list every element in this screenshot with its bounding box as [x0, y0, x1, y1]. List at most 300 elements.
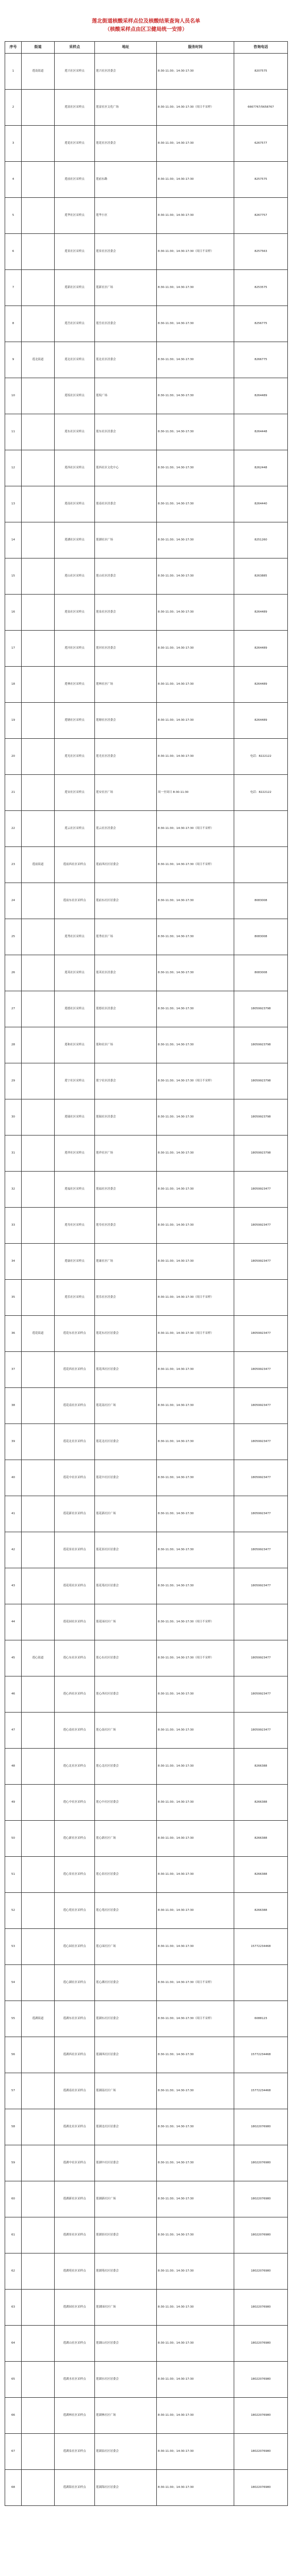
cell-street — [22, 775, 55, 811]
cell-no: 19 — [5, 703, 22, 739]
cell-hours: 8:30-11:30；14:30-17:30 — [157, 2109, 234, 2145]
cell-no: 38 — [5, 1388, 22, 1424]
cell-hours: 8:30-11:30；14:30-17:30 — [157, 919, 234, 955]
cell-no: 65 — [5, 2362, 22, 2398]
cell-phone: 8266388 — [234, 1821, 288, 1857]
cell-hours: 8:30-11:30；14:30-17:30 — [157, 2217, 234, 2253]
cell-hours: 8:30-11:30；14:30-17:30 — [157, 522, 234, 558]
cell-no: 61 — [5, 2217, 22, 2253]
cell-site: 莲东社区采样点 — [55, 414, 95, 450]
cell-address: 莲祥社区广场 — [95, 1136, 157, 1172]
cell-hours: 8:30-11:30；14:30-17:30 — [157, 1568, 234, 1604]
cell-address: 莲富社区文化广场 — [95, 90, 157, 126]
cell-phone: 8264489 — [234, 631, 288, 667]
cell-hours: 8:30-11:30；14:30-17:30（周日不采样） — [157, 1604, 234, 1640]
cell-site: 莲宁社区采样点 — [55, 1063, 95, 1099]
cell-street: 莲心街道 — [22, 1640, 55, 1676]
table-row — [5, 162, 288, 198]
cell-address: 莲心东社区居委会 — [95, 1640, 157, 1676]
cell-site: 莲祥社区采样点 — [55, 1136, 95, 1172]
table-row — [5, 342, 288, 378]
cell-street — [22, 1099, 55, 1136]
cell-address: 莲心新社区广场 — [95, 1821, 157, 1857]
cell-hours: 8:30-11:30；14:30-17:30 — [157, 955, 234, 991]
table-row — [5, 631, 288, 667]
cell-no: 28 — [5, 1027, 22, 1063]
cell-site: 莲光社区采样点 — [55, 739, 95, 775]
cell-address: 莲花社区居委会 — [95, 126, 157, 162]
cell-phone — [234, 1604, 288, 1640]
cell-site: 莲林社区采样点 — [55, 667, 95, 703]
cell-street — [22, 631, 55, 667]
cell-phone: 8266388 — [234, 1785, 288, 1821]
cell-hours: 8:30-11:30；14:30-17:30 — [157, 486, 234, 522]
cell-phone: 8266388 — [234, 1749, 288, 1785]
cell-no: 47 — [5, 1713, 22, 1749]
cell-street — [22, 306, 55, 342]
cell-site: 莲乐社区采样点 — [55, 1280, 95, 1316]
cell-no: 48 — [5, 1749, 22, 1785]
table-row — [5, 1749, 288, 1785]
cell-hours: 8:30-11:30；14:30-17:30 — [157, 2434, 234, 2470]
cell-hours: 周一至周日 8:30-11:30 — [157, 775, 234, 811]
cell-street — [22, 2145, 55, 2181]
cell-street — [22, 1604, 55, 1640]
cell-phone: 15772234468 — [234, 2073, 288, 2109]
cell-hours: 8:30-11:30；14:30-17:30 — [157, 1136, 234, 1172]
cell-address: 莲宁社区居委会 — [95, 1063, 157, 1099]
column-header-site: 采样点 — [55, 42, 95, 54]
table-row — [5, 558, 288, 595]
table-row — [5, 1893, 288, 1929]
cell-phone: 6088123 — [234, 2001, 288, 2037]
table-row — [5, 703, 288, 739]
cell-no: 51 — [5, 1857, 22, 1893]
table-row — [5, 991, 288, 1027]
cell-street — [22, 1785, 55, 1821]
cell-site: 莲心北社区采样点 — [55, 1749, 95, 1785]
cell-phone — [234, 1280, 288, 1316]
cell-address: 莲湖南社区广场 — [95, 2073, 157, 2109]
cell-site: 莲花社区采样点 — [55, 126, 95, 162]
cell-street — [22, 486, 55, 522]
cell-phone: 8251260 — [234, 522, 288, 558]
table-row — [5, 1532, 288, 1568]
cell-no: 6 — [5, 234, 22, 270]
cell-address: 莲塘社区居委会 — [95, 703, 157, 739]
table-row — [5, 450, 288, 486]
cell-phone: 8264489 — [234, 378, 288, 414]
table-row — [5, 234, 288, 270]
cell-phone: 18059923477 — [234, 1172, 288, 1208]
cell-site: 莲心西社区采样点 — [55, 1676, 95, 1713]
cell-address: 莲湖苑社区居委会 — [95, 2253, 157, 2290]
cell-phone: 电话：8222122 — [234, 775, 288, 811]
cell-no: 46 — [5, 1676, 22, 1713]
cell-address: 莲心南社区广场 — [95, 1713, 157, 1749]
cell-phone: 18059923477 — [234, 1676, 288, 1713]
cell-no: 11 — [5, 414, 22, 450]
cell-no: 37 — [5, 1352, 22, 1388]
cell-site: 莲南社区采样点 — [55, 486, 95, 522]
cell-street: 莲北街道 — [22, 342, 55, 378]
cell-site: 莲心景社区采样点 — [55, 1857, 95, 1893]
cell-address: 莲东社区居委会 — [95, 414, 157, 450]
cell-phone: 18022076980 — [234, 2326, 288, 2362]
cell-street — [22, 126, 55, 162]
table-row — [5, 1640, 288, 1676]
cell-address: 莲林社区广场 — [95, 667, 157, 703]
cell-phone: 18059923477 — [234, 1316, 288, 1352]
cell-address: 莲乐社区居委会 — [95, 1280, 157, 1316]
cell-hours: 8:30-11:30；14:30-17:30 — [157, 2181, 234, 2217]
cell-phone: 8257563 — [234, 234, 288, 270]
cell-phone — [234, 847, 288, 883]
column-header-street: 街道 — [22, 42, 55, 54]
cell-hours: 8:30-11:30；14:30-17:30 — [157, 991, 234, 1027]
cell-street — [22, 1496, 55, 1532]
cell-site: 莲花景社区采样点 — [55, 1532, 95, 1568]
cell-hours: 8:30-11:30；14:30-17:30 — [157, 1027, 234, 1063]
cell-address: 莲光社区居委会 — [95, 739, 157, 775]
cell-phone: 18059923477 — [234, 1568, 288, 1604]
cell-phone: 18022076980 — [234, 2470, 288, 2506]
cell-address: 莲前东社区居委会 — [95, 883, 157, 919]
cell-street — [22, 2470, 55, 2506]
title-line-2: （核酸采样点由区卫健局统一安排） — [105, 27, 187, 32]
cell-address: 莲河社区居委会 — [95, 631, 157, 667]
cell-street — [22, 2109, 55, 2145]
column-header-hours: 服务时间 — [157, 42, 234, 54]
cell-site: 莲河社区采样点 — [55, 631, 95, 667]
cell-site: 莲福社区采样点 — [55, 1172, 95, 1208]
cell-no: 14 — [5, 522, 22, 558]
cell-street — [22, 883, 55, 919]
cell-site: 莲秀社区采样点 — [55, 919, 95, 955]
cell-street — [22, 1532, 55, 1568]
cell-address: 莲兴社区居委会 — [95, 54, 157, 90]
cell-no: 1 — [5, 54, 22, 90]
cell-hours: 8:30-11:30；14:30-17:30 — [157, 1208, 234, 1244]
table-row — [5, 270, 288, 306]
cell-street — [22, 2326, 55, 2362]
cell-hours: 8:30-11:30；14:30-17:30 — [157, 1244, 234, 1280]
cell-phone: 18059923477 — [234, 1424, 288, 1460]
cell-site: 莲花苑社区采样点 — [55, 1568, 95, 1604]
cell-street — [22, 198, 55, 234]
cell-phone: 18059923477 — [234, 1388, 288, 1424]
table-row — [5, 739, 288, 775]
cell-no: 25 — [5, 919, 22, 955]
cell-address: 莲湖海社区居委会 — [95, 2470, 157, 2506]
cell-site: 莲英社区采样点 — [55, 955, 95, 991]
cell-phone: 18022076980 — [234, 2398, 288, 2434]
cell-address: 莲花东社区居委会 — [95, 1316, 157, 1352]
cell-hours: 8:30-11:30；14:30-17:30 — [157, 162, 234, 198]
cell-hours: 8:30-11:30；14:30-17:30 — [157, 1749, 234, 1785]
table-row — [5, 1929, 288, 1965]
table-row — [5, 2326, 288, 2362]
cell-address: 莲英社区居委会 — [95, 955, 157, 991]
cell-no: 29 — [5, 1063, 22, 1099]
table-row — [5, 522, 288, 558]
cell-phone: 18059923798 — [234, 1099, 288, 1136]
table-row — [5, 2037, 288, 2073]
cell-no: 7 — [5, 270, 22, 306]
cell-site: 莲心苑社区采样点 — [55, 1893, 95, 1929]
cell-no: 30 — [5, 1099, 22, 1136]
cell-no: 54 — [5, 1965, 22, 2001]
cell-site: 莲山社区采样点 — [55, 558, 95, 595]
cell-address: 莲心西社区居委会 — [95, 1676, 157, 1713]
cell-address: 莲岳社区居委会 — [95, 306, 157, 342]
cell-street — [22, 2217, 55, 2253]
cell-hours: 8:30-11:30；14:30-17:30 — [157, 2470, 234, 2506]
cell-no: 5 — [5, 198, 22, 234]
cell-hours: 8:30-11:30；14:30-17:30（周日不采样） — [157, 1280, 234, 1316]
cell-address: 莲湖北社区居委会 — [95, 2109, 157, 2145]
cell-phone: 电话：8222122 — [234, 739, 288, 775]
cell-no: 22 — [5, 811, 22, 847]
table-row — [5, 1568, 288, 1604]
cell-site: 莲花西社区采样点 — [55, 1352, 95, 1388]
cell-no: 45 — [5, 1640, 22, 1676]
table-row — [5, 667, 288, 703]
cell-hours: 8:30-11:30；14:30-17:30 — [157, 1857, 234, 1893]
table-row — [5, 2362, 288, 2398]
cell-site: 莲心湖社区采样点 — [55, 1965, 95, 2001]
cell-street — [22, 90, 55, 126]
cell-street — [22, 667, 55, 703]
cell-phone: 18059923477 — [234, 1532, 288, 1568]
cell-phone: 18059923477 — [234, 1208, 288, 1244]
cell-address: 莲湖西社区居委会 — [95, 2037, 157, 2073]
cell-phone: 8207575 — [234, 54, 288, 90]
cell-hours: 8:30-11:30；14:30-17:30 — [157, 270, 234, 306]
cell-address: 莲瑞社区居委会 — [95, 1099, 157, 1136]
cell-phone: 15772234468 — [234, 2037, 288, 2073]
cell-no: 68 — [5, 2470, 22, 2506]
table-row — [5, 1785, 288, 1821]
cell-no: 10 — [5, 378, 22, 414]
cell-no: 31 — [5, 1136, 22, 1172]
table-row — [5, 2073, 288, 2109]
cell-street — [22, 2181, 55, 2217]
cell-no: 58 — [5, 2109, 22, 2145]
cell-hours: 8:30-11:30；14:30-17:30 — [157, 1388, 234, 1424]
cell-site: 莲康社区采样点 — [55, 1244, 95, 1280]
cell-address: 莲心北社区居委会 — [95, 1749, 157, 1785]
cell-site: 莲前社区采样点 — [55, 162, 95, 198]
cell-phone: 8264448 — [234, 414, 288, 450]
cell-site: 莲花新社区采样点 — [55, 1496, 95, 1532]
cell-hours: 8:30-11:30；14:30-17:30 — [157, 1099, 234, 1136]
cell-address: 莲花苑社区居委会 — [95, 1568, 157, 1604]
table-row — [5, 1352, 288, 1388]
cell-phone: 18059923477 — [234, 1244, 288, 1280]
cell-address: 莲湖水社区居委会 — [95, 2362, 157, 2398]
cell-no: 26 — [5, 955, 22, 991]
cell-street: 莲南街道 — [22, 54, 55, 90]
cell-phone: 8267757 — [234, 198, 288, 234]
cell-street — [22, 414, 55, 450]
table-row — [5, 1027, 288, 1063]
cell-hours: 8:30-11:30；14:30-17:30 — [157, 2398, 234, 2434]
cell-street — [22, 1208, 55, 1244]
table-row — [5, 126, 288, 162]
cell-phone: 6267577 — [234, 126, 288, 162]
cell-phone: 18022076980 — [234, 2109, 288, 2145]
cell-phone: 18059923477 — [234, 1713, 288, 1749]
cell-address: 莲湖林社区广场 — [95, 2398, 157, 2434]
cell-site: 莲景社区采样点 — [55, 234, 95, 270]
cell-address: 莲秀社区广场 — [95, 919, 157, 955]
cell-phone: 8083008 — [234, 919, 288, 955]
table-row — [5, 1821, 288, 1857]
cell-site: 莲湖西社区采样点 — [55, 2037, 95, 2073]
cell-street — [22, 1063, 55, 1099]
cell-street — [22, 1388, 55, 1424]
cell-hours: 8:30-11:30；14:30-17:30 — [157, 414, 234, 450]
cell-site: 莲寿社区采样点 — [55, 1208, 95, 1244]
cell-no: 20 — [5, 739, 22, 775]
table-row — [5, 1496, 288, 1532]
cell-street — [22, 558, 55, 595]
cell-address: 莲花北社区居委会 — [95, 1424, 157, 1460]
table-row — [5, 90, 288, 126]
cell-site: 莲湖景社区采样点 — [55, 2217, 95, 2253]
cell-no: 3 — [5, 126, 22, 162]
cell-site: 莲心南社区采样点 — [55, 1713, 95, 1749]
cell-no: 55 — [5, 2001, 22, 2037]
cell-no: 63 — [5, 2290, 22, 2326]
cell-no: 59 — [5, 2145, 22, 2181]
cell-street — [22, 2398, 55, 2434]
cell-hours: 8:30-11:30；14:30-17:30 — [157, 306, 234, 342]
cell-hours: 8:30-11:30；14:30-17:30 — [157, 2326, 234, 2362]
cell-phone: 18059923798 — [234, 1027, 288, 1063]
cell-site: 莲心东社区采样点 — [55, 1640, 95, 1676]
cell-site: 莲花中社区采样点 — [55, 1460, 95, 1496]
cell-hours: 8:30-11:30；14:30-17:30 — [157, 2362, 234, 2398]
cell-street — [22, 1857, 55, 1893]
cell-phone: 18022076980 — [234, 2217, 288, 2253]
cell-hours: 8:30-11:30；14:30-17:30 — [157, 667, 234, 703]
cell-street — [22, 739, 55, 775]
cell-hours: 8:30-11:30；14:30-17:30 — [157, 54, 234, 90]
cell-street — [22, 378, 55, 414]
cell-phone — [234, 811, 288, 847]
table-row — [5, 919, 288, 955]
table-row — [5, 2470, 288, 2506]
cell-no: 56 — [5, 2037, 22, 2073]
cell-site: 莲云社区采样点 — [55, 811, 95, 847]
cell-address: 莲新社区广场 — [95, 270, 157, 306]
cell-no: 4 — [5, 162, 22, 198]
cell-street — [22, 1172, 55, 1208]
cell-site: 莲瑞社区采样点 — [55, 1099, 95, 1136]
document-page — [5, 0, 287, 2506]
cell-hours: 8:30-11:30；14:30-17:30 — [157, 2037, 234, 2073]
cell-hours: 8:30-11:30；14:30-17:30 — [157, 1424, 234, 1460]
cell-address: 莲湖景社区居委会 — [95, 2217, 157, 2253]
cell-no: 64 — [5, 2326, 22, 2362]
cell-site: 莲湖新社区采样点 — [55, 2181, 95, 2217]
cell-phone — [234, 1965, 288, 2001]
table-row — [5, 847, 288, 883]
cell-phone: 8264440 — [234, 486, 288, 522]
cell-site: 莲前西社区采样点 — [55, 847, 95, 883]
cell-street — [22, 991, 55, 1027]
cell-phone: 8266775 — [234, 342, 288, 378]
cell-hours: 8:30-11:30；14:30-17:30 — [157, 1352, 234, 1388]
cell-site: 莲湖东社区采样点 — [55, 2001, 95, 2037]
cell-no: 60 — [5, 2181, 22, 2217]
cell-phone: 15772234468 — [234, 1929, 288, 1965]
cell-street — [22, 1424, 55, 1460]
cell-no: 39 — [5, 1424, 22, 1460]
table-row — [5, 414, 288, 450]
cell-address: 莲花园社区广场 — [95, 1604, 157, 1640]
cell-hours: 8:30-11:30；14:30-17:30 — [157, 342, 234, 378]
cell-street — [22, 1027, 55, 1063]
cell-hours: 8:30-11:30；14:30-17:30 — [157, 1785, 234, 1821]
cell-hours: 8:30-11:30；14:30-17:30 — [157, 198, 234, 234]
table-row — [5, 54, 288, 90]
cell-hours: 8:30-11:30；14:30-17:30 — [157, 1893, 234, 1929]
cell-street — [22, 1929, 55, 1965]
cell-address: 莲寿社区居委会 — [95, 1208, 157, 1244]
cell-phone: 8266388 — [234, 1857, 288, 1893]
cell-address: 莲湖山社区居委会 — [95, 2326, 157, 2362]
cell-hours: 8:30-11:30；14:30-17:30 — [157, 883, 234, 919]
cell-street — [22, 1568, 55, 1604]
cell-hours: 8:30-11:30；14:30-17:30（周日不采样） — [157, 1316, 234, 1352]
cell-address: 莲华小区 — [95, 198, 157, 234]
cell-site: 莲湖苑社区采样点 — [55, 2253, 95, 2290]
table-row — [5, 1208, 288, 1244]
cell-site: 莲花南社区采样点 — [55, 1388, 95, 1424]
cell-phone: 8264489 — [234, 595, 288, 631]
cell-site: 莲湖水社区采样点 — [55, 2362, 95, 2398]
cell-street — [22, 1713, 55, 1749]
cell-no: 50 — [5, 1821, 22, 1857]
table-row — [5, 198, 288, 234]
cell-street — [22, 595, 55, 631]
cell-site: 莲心新社区采样点 — [55, 1821, 95, 1857]
table-row — [5, 1316, 288, 1352]
cell-phone: 8256775 — [234, 306, 288, 342]
cell-no: 49 — [5, 1785, 22, 1821]
cell-phone: 18022076980 — [234, 2434, 288, 2470]
cell-no: 13 — [5, 486, 22, 522]
cell-street — [22, 450, 55, 486]
cell-street: 莲花街道 — [22, 1316, 55, 1352]
table-row — [5, 486, 288, 522]
cell-address: 莲前东路 — [95, 162, 157, 198]
cell-phone: 18022076980 — [234, 2145, 288, 2181]
cell-site: 莲心中社区采样点 — [55, 1785, 95, 1821]
cell-address: 莲德社区居委会 — [95, 991, 157, 1027]
cell-hours: 8:30-11:30；14:30-17:30 — [157, 1713, 234, 1749]
cell-hours: 8:30-11:30；14:30-17:30 — [157, 378, 234, 414]
cell-hours: 8:30-11:30；14:30-17:30 — [157, 1929, 234, 1965]
table-row — [5, 1676, 288, 1713]
table-row — [5, 2217, 288, 2253]
cell-no: 8 — [5, 306, 22, 342]
cell-address: 莲花景社区居委会 — [95, 1532, 157, 1568]
cell-street — [22, 2290, 55, 2326]
